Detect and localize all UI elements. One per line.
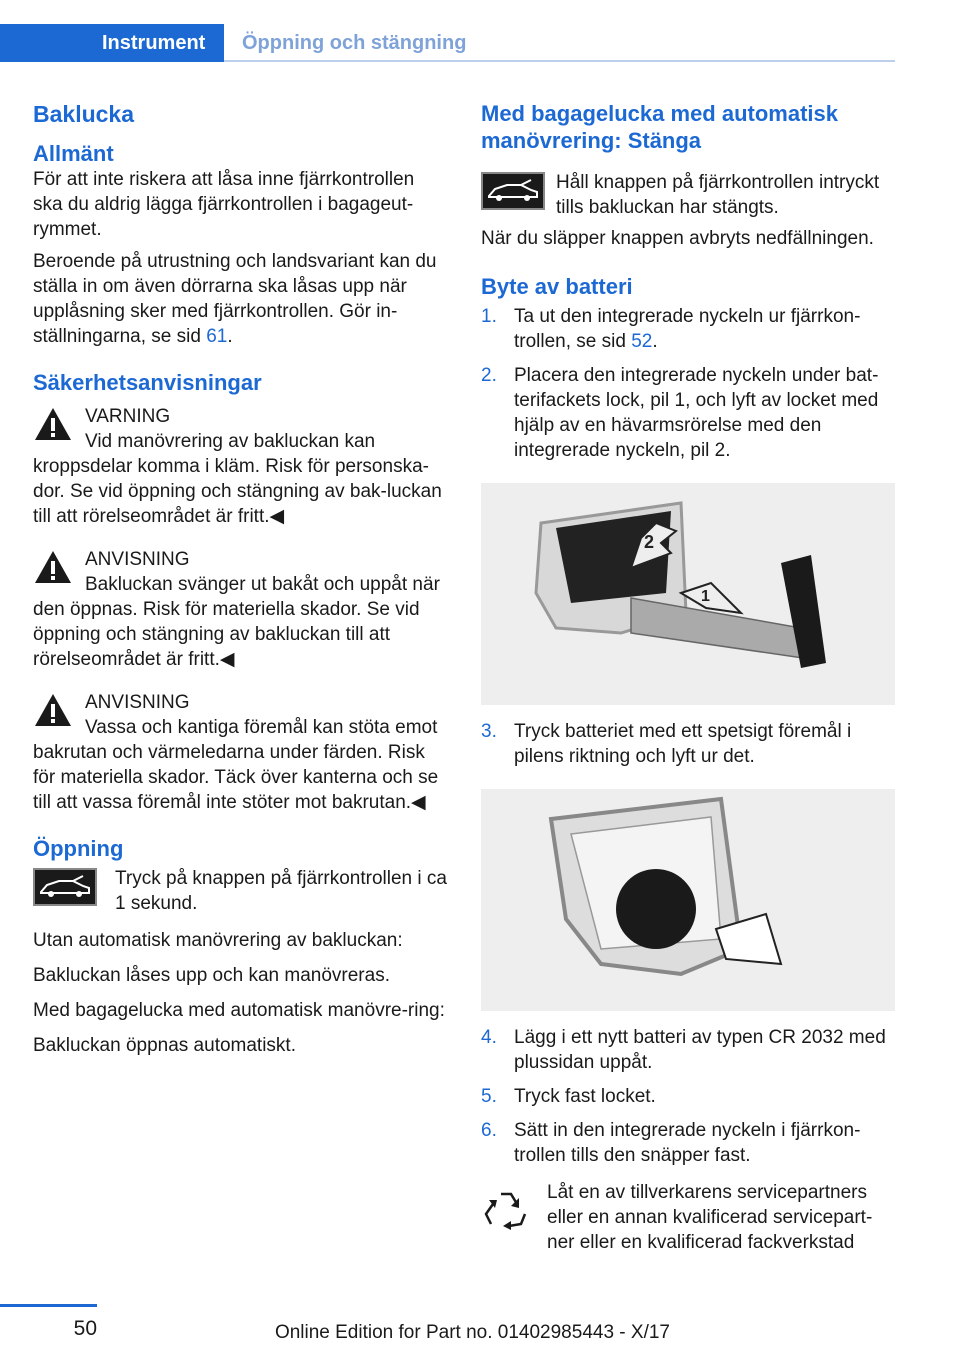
general-paragraph-1: För att inte riskera att låsa inne fjärrkontrollen ska du aldrig lägga fjärrkontrollen i bagageut-rymmet. [33, 169, 415, 240]
battery-compartment-illustration [481, 789, 895, 1011]
opening-instruction [33, 866, 448, 916]
key-fob-illustration [481, 483, 895, 705]
recycle-icon [481, 1186, 531, 1236]
list-item [481, 719, 896, 769]
header-divider [224, 60, 895, 62]
figure-key-removal [481, 483, 895, 705]
battery-steps-final [481, 1025, 896, 1168]
left-column [33, 100, 448, 1058]
list-item [481, 363, 896, 463]
list-item [481, 304, 896, 354]
page-link-61[interactable]: 61 [206, 326, 228, 347]
warning-triangle-icon [33, 692, 73, 728]
general-paragraph-2-text: Beroende på utrustning och landsvariant kan du ställa in om även dörrarna ska låsas upp när upplåsning sker med fjärrkontrollen. Gör in-ställningarna, se sid [33, 251, 437, 347]
list-item [481, 1084, 896, 1109]
list-item [481, 1118, 896, 1168]
warning-2-text: Bakluckan svänger ut bakåt och uppåt när den öppnas. Risk för materiella skador. Se vid öppning och stängning av bakluckan till att rörelseområdet är fritt.◀ [33, 574, 440, 670]
step-number: 1. [481, 306, 497, 327]
battery-steps-continued [481, 719, 896, 769]
heading-close-auto: Med bagagelucka med automatisk manövrering: Stänga [481, 101, 838, 153]
opening-paragraph-4: Bakluckan öppnas automatiskt. [33, 1035, 296, 1056]
recycle-note [481, 1180, 896, 1255]
figure-label-2: 2 [644, 532, 655, 552]
step-number: 3. [481, 721, 497, 742]
figure-battery-removal [481, 789, 895, 1011]
warning-3-text: Vassa och kantiga föremål kan stöta emot bakrutan och värmeledarna under färden. Risk för materiella skador. Täck över kanterna och se till att vassa föremål inte stöter mot bakrutan.◀ [33, 717, 439, 813]
step-text: Ta ut den integrerade nyckeln ur fjärrkon-trollen, se sid [514, 306, 861, 352]
step-text: Tryck fast locket. [514, 1086, 656, 1107]
general-paragraph-2-end: . [227, 326, 233, 347]
heading-general: Allmänt [33, 141, 114, 166]
opening-paragraph-1: Utan automatisk manövrering av bakluckan: [33, 930, 403, 951]
battery-steps [481, 304, 896, 463]
step-number: 2. [481, 365, 497, 386]
footer-divider [0, 1304, 97, 1307]
opening-paragraph-3: Med bagagelucka med automatisk manövre-ring: [33, 1000, 445, 1021]
tab-instrument[interactable]: Instrument [0, 24, 224, 62]
opening-icon-text: Tryck på knappen på fjärrkontrollen i ca 1 sekund. [115, 868, 447, 914]
warning-1-text: Vid manövrering av bakluckan kan kroppsdelar komma i kläm. Risk för personska-dor. Se vid öppning och stängning av bak-luckan till att rörelseområdet är fritt.◀ [33, 431, 442, 527]
edition-text: Online Edition for Part no. 01402985443 - X/17 [274, 1322, 670, 1343]
warning-block-1 [33, 404, 448, 529]
close-instruction [481, 170, 896, 220]
warning-triangle-icon [33, 406, 73, 442]
tailgate-button-icon [481, 172, 545, 210]
page-link-52[interactable]: 52 [631, 331, 653, 352]
step-number: 5. [481, 1086, 497, 1107]
warning-triangle-icon [33, 549, 73, 585]
page-header [0, 24, 895, 62]
step-text: Tryck batteriet med ett spetsigt föremål i pilens riktning och lyft ur det. [514, 721, 852, 767]
step-text: Lägg i ett nytt batteri av typen CR 2032 med plussidan uppåt. [514, 1027, 886, 1073]
heading-opening: Öppning [33, 836, 124, 861]
heading-safety: Säkerhetsanvisningar [33, 370, 262, 395]
opening-paragraph-2: Bakluckan låses upp och kan manövreras. [33, 965, 390, 986]
figure-label-1: 1 [701, 588, 710, 605]
general-paragraph-2 [33, 249, 448, 349]
warning-block-3 [33, 690, 448, 815]
tab-opening-closing[interactable]: Öppning och stängning [242, 32, 467, 54]
list-item [481, 1025, 896, 1075]
warning-3-title: ANVISNING [85, 692, 190, 713]
recycle-text: Låt en av tillverkarens servicepartners eller en annan kvalificerad servicepart-ner eller en kvalificerad fackverkstad [547, 1182, 873, 1253]
warning-block-2 [33, 547, 448, 672]
heading-battery: Byte av batteri [481, 274, 633, 299]
step-text: Sätt in den integrerade nyckeln i fjärrkon-trollen tills den snäpper fast. [514, 1120, 861, 1166]
tailgate-button-icon [33, 868, 97, 906]
step-end: . [652, 331, 658, 352]
warning-1-title: VARNING [85, 406, 171, 427]
step-text: Placera den integrerade nyckeln under bat-terifackets lock, pil 1, och lyft av locket med hjälp av en hävarmsrörelse med den integrerade nyckeln, pil 2. [514, 365, 879, 461]
step-number: 4. [481, 1027, 497, 1048]
close-paragraph-1: När du släpper knappen avbryts nedfällningen. [481, 228, 874, 249]
warning-2-title: ANVISNING [85, 549, 190, 570]
page-number: 50 [73, 1317, 97, 1340]
section-title-baklucka: Baklucka [33, 101, 135, 127]
right-column [481, 100, 896, 1255]
step-number: 6. [481, 1120, 497, 1141]
close-icon-text: Håll knappen på fjärrkontrollen intryckt tills bakluckan har stängts. [556, 172, 880, 218]
